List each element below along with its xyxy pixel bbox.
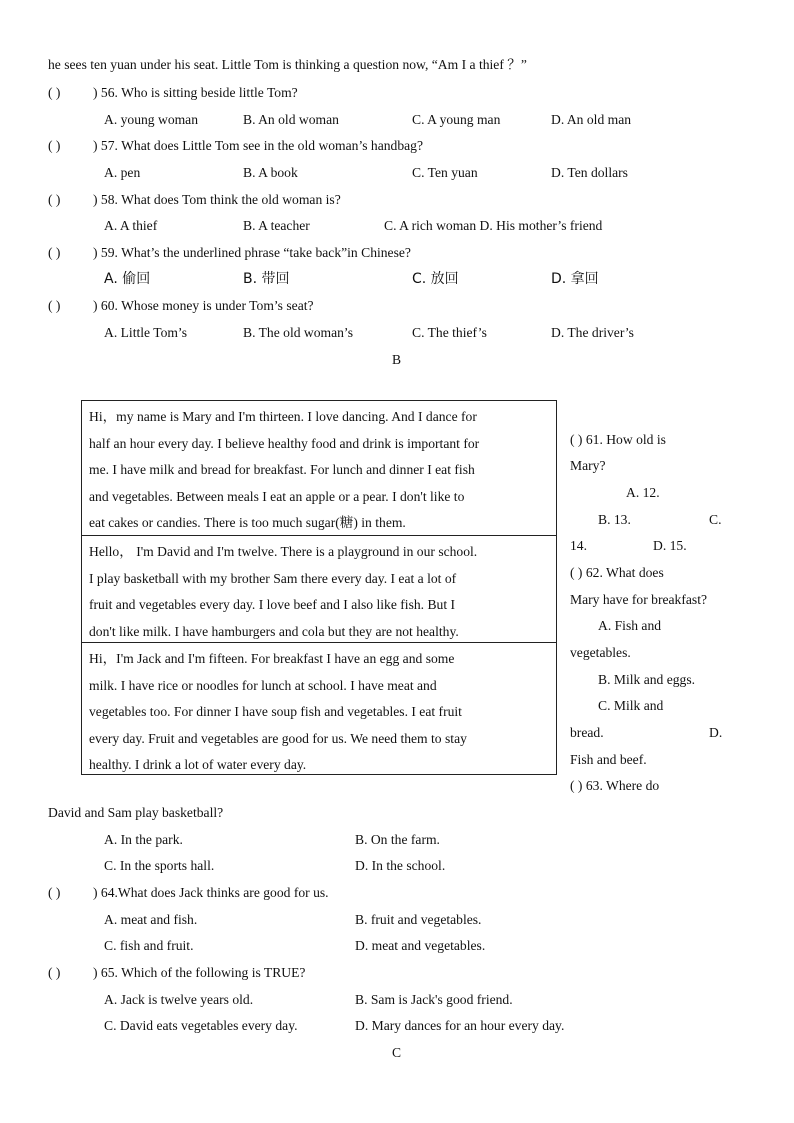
answer-blank: ( )	[48, 885, 61, 900]
option: B. On the farm.	[355, 832, 440, 847]
option: B. A teacher	[243, 218, 310, 233]
option: C. In the sports hall.	[104, 858, 215, 873]
passage-line: half an hour every day. I believe healthy food and drink is important for	[89, 435, 480, 451]
option: A. Fish and	[598, 618, 662, 633]
passage-line: and vegetables. Between meals I eat an apple or a pear. I don't like to	[89, 488, 465, 504]
passage-line: every day. Fruit and vegetables are good for us. We need them to stay	[89, 730, 467, 746]
option: vegetables.	[570, 645, 631, 660]
passage-mary	[82, 404, 556, 535]
question-61: ( ) 61. How old is	[570, 432, 666, 447]
option: bread.	[570, 725, 604, 740]
option: C.	[709, 512, 722, 527]
option: D. The driver’s	[551, 325, 634, 340]
option: B. fruit and vegetables.	[355, 912, 482, 927]
answer-blank: ( )	[48, 138, 61, 153]
option: B. An old woman	[243, 112, 339, 127]
option: C. A rich woman D. His mother’s friend	[384, 218, 603, 233]
question-60: ) 60. Whose money is under Tom’s seat?	[93, 298, 314, 313]
option: B. A book	[243, 165, 298, 180]
passage-david	[82, 535, 556, 642]
answer-blank: ( )	[48, 298, 61, 313]
answer-blank: ( )	[48, 192, 61, 207]
answer-blank: ( )	[48, 85, 61, 100]
section-c-heading: C	[392, 1045, 402, 1060]
answer-blank: ( )	[48, 965, 61, 980]
option: D. 15.	[653, 538, 687, 553]
question-64: ) 64.What does Jack thinks are good for us.	[93, 885, 329, 900]
passage-jack	[82, 642, 556, 774]
option: D. meat and vegetables.	[355, 938, 486, 953]
option: C. Milk and	[598, 698, 664, 713]
option: D. An old man	[551, 112, 632, 127]
passage-line: healthy. I drink a lot of water every day.	[89, 757, 307, 773]
option: C. fish and fruit.	[104, 938, 194, 953]
option: B. Sam is Jack's good friend.	[355, 992, 513, 1007]
option: C. David eats vegetables every day.	[104, 1018, 298, 1033]
option: A. In the park.	[104, 832, 183, 847]
option: A. young woman	[104, 112, 199, 127]
passage-line: vegetables too. For dinner I have soup fish and vegetables. I eat fruit	[89, 704, 462, 720]
passage-line: eat cakes or candies. There is too much sugar(糖) in them.	[89, 515, 406, 531]
passage-line: Hi，I'm Jack and I'm fifteen. For breakfast I have an egg and some	[89, 651, 455, 666]
question-62: ( ) 62. What does	[570, 565, 664, 580]
option: A. Jack is twelve years old.	[104, 992, 254, 1007]
option: A. 偷回	[104, 271, 151, 287]
option: A. pen	[104, 165, 141, 180]
question-61-cont: Mary?	[570, 458, 606, 473]
option: C. The thief’s	[412, 325, 487, 340]
passage-line: milk. I have rice or noodles for lunch at school. I have meat and	[89, 677, 437, 693]
question-62-cont: Mary have for breakfast?	[570, 592, 707, 607]
option: B. The old woman’s	[243, 325, 354, 340]
passage-line: fruit and vegetables every day. I love beef and I also like fish. But I	[89, 597, 456, 613]
question-65: ) 65. Which of the following is TRUE?	[93, 965, 306, 980]
option: 14.	[570, 538, 587, 553]
option: A. 12.	[626, 485, 660, 500]
option: C. 放回	[412, 271, 459, 287]
option: A. A thief	[104, 218, 158, 233]
question-56: ) 56. Who is sitting beside little Tom?	[93, 85, 298, 100]
option: D.	[709, 725, 723, 740]
passage-line: me. I have milk and bread for breakfast. For lunch and dinner I eat fish	[89, 462, 475, 478]
passage-line: I play basketball with my brother Sam there every day. I eat a lot of	[89, 570, 457, 586]
option: C. A young man	[412, 112, 501, 127]
option: D. Ten dollars	[551, 165, 628, 180]
passage-line: Hi，my name is Mary and I'm thirteen. I love dancing. And I dance for	[89, 409, 477, 424]
question-57: ) 57. What does Little Tom see in the old woman’s handbag?	[93, 138, 424, 153]
passage-line: don't like milk. I have hamburgers and cola but they are not healthy.	[89, 623, 459, 639]
question-58: ) 58. What does Tom think the old woman is?	[93, 192, 341, 207]
passage-line: Hello， I'm David and I'm twelve. There is a playground in our school.	[89, 544, 478, 559]
question-63-cont: David and Sam play basketball?	[48, 805, 224, 820]
option: B. 带回	[243, 271, 290, 287]
passage-a-last-line: he sees ten yuan under his seat. Little Tom is thinking a question now, “Am I a thief ？”	[48, 57, 527, 72]
question-63: ( ) 63. Where do	[570, 778, 660, 793]
option: B. 13.	[598, 512, 631, 527]
question-59: ) 59. What’s the underlined phrase “take back”in Chinese?	[93, 245, 411, 260]
option: D. 拿回	[551, 271, 599, 287]
option: C. Ten yuan	[412, 165, 478, 180]
option: B. Milk and eggs.	[598, 672, 696, 687]
option: D. Mary dances for an hour every day.	[355, 1018, 565, 1033]
section-b-heading: B	[392, 352, 402, 367]
option: A. Little Tom’s	[104, 325, 188, 340]
passages-box	[81, 400, 557, 775]
option: D. In the school.	[355, 858, 446, 873]
option: Fish and beef.	[570, 752, 647, 767]
answer-blank: ( )	[48, 245, 61, 260]
option: A. meat and fish.	[104, 912, 198, 927]
